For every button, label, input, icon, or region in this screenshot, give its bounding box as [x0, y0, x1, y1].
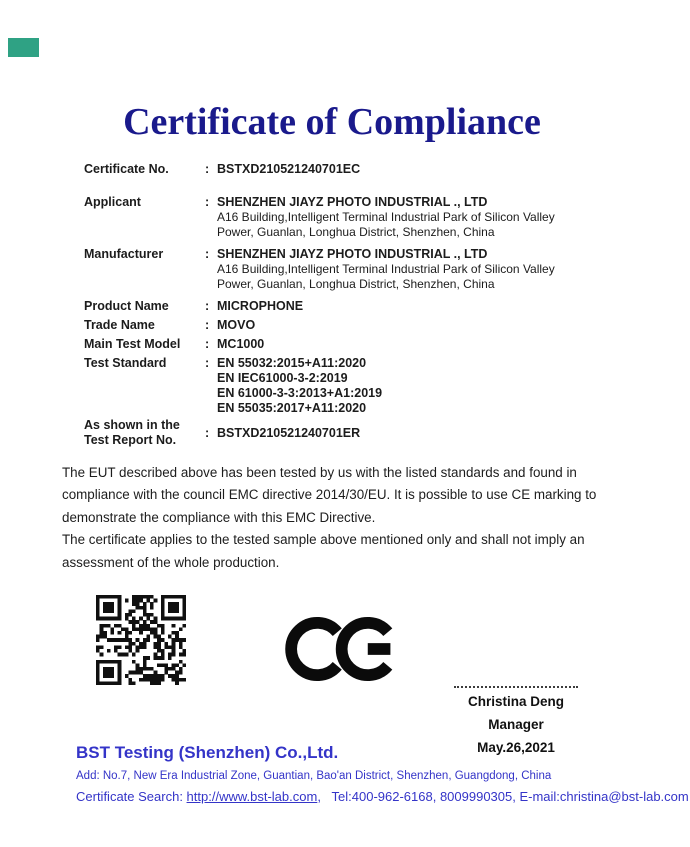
contact-details: , Tel:400-962-6168, 8009990305, E-mail:christina@bst-lab.com: [317, 789, 689, 804]
field-colon: :: [205, 337, 210, 351]
statement-paragraph-2: The certificate applies to the tested sample above mentioned only and shall not imply an assessment of the whole production.: [62, 532, 585, 570]
manufacturer-address-line1: A16 Building,Intelligent Terminal Industrial Park of Silicon Valley: [217, 262, 555, 276]
table-row-test-report: [84, 418, 636, 448]
test-report-label-line2: Test Report No.: [84, 433, 177, 447]
table-row-certificate-no: [84, 162, 636, 177]
compliance-statement: [62, 462, 634, 574]
applicant-name: SHENZHEN JIAYZ PHOTO INDUSTRIAL ., LTD: [217, 195, 488, 209]
test-report-label-line1: As shown in the: [84, 418, 180, 432]
field-label: Applicant: [84, 195, 141, 209]
manufacturer-name: SHENZHEN JIAYZ PHOTO INDUSTRIAL ., LTD: [217, 247, 488, 261]
test-standard-line3: EN 61000-3-3:2013+A1:2019: [217, 386, 383, 400]
table-row-product-name: [84, 299, 636, 314]
field-colon: :: [205, 247, 210, 261]
ce-mark-icon: [285, 611, 400, 687]
trade-name-value: MOVO: [217, 318, 256, 332]
signature-date: May.26,2021: [477, 740, 555, 755]
main-test-model-value: MC1000: [217, 337, 265, 351]
certificate-search-link[interactable]: http://www.bst-lab.com: [186, 789, 318, 804]
table-row-main-test-model: [84, 337, 636, 352]
qr-code: [96, 595, 186, 685]
page-title: Certificate of Compliance: [123, 101, 541, 143]
applicant-address-line1: A16 Building,Intelligent Terminal Industrial Park of Silicon Valley: [217, 210, 555, 224]
table-row-trade-name: [84, 318, 636, 333]
manufacturer-address-line2: Power, Guanlan, Longhua District, Shenzhen, China: [217, 276, 495, 291]
field-colon: :: [205, 425, 210, 440]
statement-paragraph-1: The EUT described above has been tested by us with the listed standards and found in compliance with the council EMC directive 2014/30/EU. It is possible to use CE marking to demonstrate the compliance with this EMC Directive.: [62, 465, 597, 525]
test-standard-line1: EN 55032:2015+A11:2020: [217, 356, 367, 370]
field-label: Trade Name: [84, 318, 155, 332]
field-colon: :: [205, 318, 210, 332]
table-row-applicant: [84, 195, 636, 239]
issuer-address: Add: No.7, New Era Industrial Zone, Guantian, Bao'an District, Shenzhen, Guangdong, China: [76, 770, 552, 782]
certificate-search-label: Certificate Search:: [76, 789, 187, 804]
certificate-search-line: [76, 789, 689, 804]
field-label: Product Name: [84, 299, 169, 313]
certificate-info-table: [84, 162, 636, 448]
signatory-role: Manager: [488, 717, 544, 732]
product-name-value: MICROPHONE: [217, 299, 304, 313]
field-label: Test Standard: [84, 356, 167, 370]
field-label: [84, 418, 205, 448]
applicant-address-line2: Power, Guanlan, Longhua District, Shenzhen, China: [217, 224, 495, 239]
field-colon: :: [205, 356, 210, 370]
signature-block: [440, 686, 592, 755]
signature-dotted-line: [454, 686, 578, 688]
teal-marker: [8, 38, 39, 57]
field-label: Certificate No.: [84, 162, 169, 176]
table-row-test-standard: [84, 356, 636, 416]
test-report-value: BSTXD210521240701ER: [217, 425, 361, 440]
field-colon: :: [205, 162, 210, 176]
field-colon: :: [205, 195, 210, 209]
signatory-name: Christina Deng: [467, 694, 564, 709]
field-label: Manufacturer: [84, 247, 164, 261]
test-standard-line4: EN 55035:2017+A11:2020: [217, 401, 367, 415]
table-row-manufacturer: [84, 247, 636, 291]
test-standard-line2: EN IEC61000-3-2:2019: [217, 371, 348, 385]
certificate-no-value: BSTXD210521240701EC: [217, 162, 361, 176]
issuer-company-name: BST Testing (Shenzhen) Co.,Ltd.: [76, 743, 339, 762]
field-label: Main Test Model: [84, 337, 181, 351]
field-colon: :: [205, 299, 210, 313]
